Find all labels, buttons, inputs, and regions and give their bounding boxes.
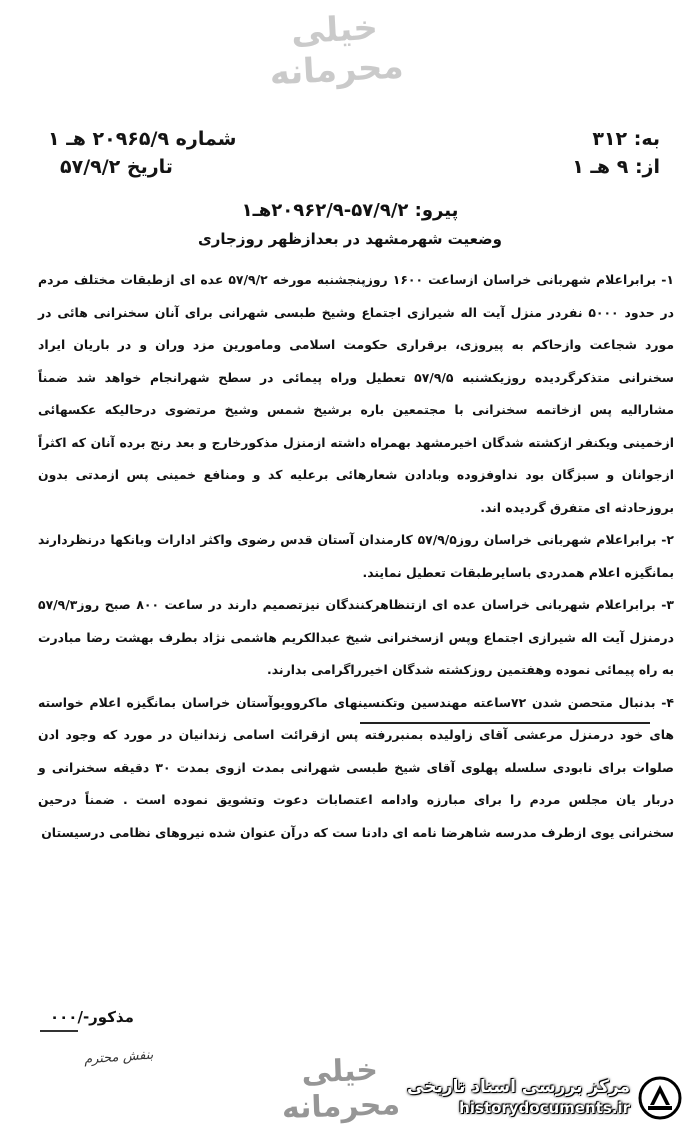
archive-watermark	[398, 1075, 688, 1121]
watermark-title: مرکز بررسی اسناد تاریخی	[407, 1077, 630, 1097]
signature-dash	[40, 1030, 78, 1032]
closing-line: مذکور-/۰۰۰	[50, 1008, 134, 1026]
document-body	[38, 264, 674, 849]
subject-line: وضعیت شهرمشهد در بعدازظهر روزجاری	[198, 230, 502, 248]
paragraph-2: ۲- برابراعلام شهربانی خراسان روز۵۷/۹/۵ کارمندان آستان قدس رضوی واکثر ادارات وبانکها درنظردارند بمانگیزه اعلام همدردی باسایرطبقات تعطیل نمایند.	[38, 532, 674, 580]
paragraph-4: ۴- بدنبال متحصن شدن ۷۲ساعته مهندسین وتکنسینهای ماکروویوآستان خراسان بمانگیزه اعلام خواسته های خود درمنزل مرعشی آقای زاولیده بمنبررفته پس ازقرائت اسامی زندانیان در مورد که وجود ادن صلوات برای نابودی سلسله پهلوی آقای شیخ طبسی شهرانی بمدت ازوی بمدت ۳۰ دقیقه سخنرانی و دربار یان مجلس مردم را برای مبارزه وادامه اعتصابات دعوت وتشویق نموده است . ضمناً درحین سخنرانی یوی ازطرف مدرسه شاهرضا نامه ای دادنا ست که درآن عنوان شده نیروهای نظامی درسیستان	[38, 694, 674, 840]
paragraph-3: ۳- برابراعلام شهربانی خراسان عده ای ازتنظاهرکنندگان نیزتصمیم دارند در ساعت ۸۰۰ صبح روز۵۷/۹/۳ درمنزل آیت اله شیرازی اجتماع وپس ازسخنرانی شیخ عبدالکریم هاشمی نژاد بطرف بهشت رضا مبادرت به راه پیمائی نموده وهفتمین روزکشته شدگان اخیرراگرامی بدارند.	[38, 597, 674, 677]
name-underline	[360, 722, 650, 724]
document-date: تاریخ ۵۷/۹/۲	[60, 156, 173, 178]
sender: از: ۹ هـ ۱	[572, 156, 660, 178]
reference-line: پیرو: ۵۷/۹/۲-۲۰۹۶۲/۹هـ۱	[241, 200, 459, 221]
top-stamp: خیلی محرمانه	[268, 7, 405, 94]
recipient: به: ۳۱۲	[592, 128, 660, 150]
watermark-site: historydocuments.ir	[459, 1099, 630, 1117]
paragraph-1: ۱- برابراعلام شهربانی خراسان ازساعت ۱۶۰۰ روزپنجشنبه مورخه ۵۷/۹/۲ عده ای ازطبقات مختلف مردم در حدود ۵۰۰۰ نفردر منزل آیت اله شیرازی اجتماع وشیخ طبسی شهرانی برای آنان سخنرانی هائی در مورد شجاعت وازحاکم به پیروزی، برقراری حکومت اسلامی ومامورین مزد وران و در باریان ایراد سخنرانی متذکرگردیده روزیکشنبه ۵۷/۹/۵ تعطیل وراه پیمائی در سطح شهرانجام خواهد شد ضمناً مشارالیه پس ازخاتمه سخنرانی با مجتمعین باره برشیخ شمس وشیخ مرتضوی درحالیکه عکسهائی ازخمینی ویکنفر ازکشته شدگان اخیرمشهد بهمراه داشته ازمنزل مذکورخارج و بعد رنج برده آنان که اکثراً ازجوانان و سبزگان بود نداوفزوده وبادادن شعارهائی برعلیه کد و ومنافع خمینی پس ازمدتی بدون بروزحادثه ای متفرق گردیده اند.	[38, 272, 674, 515]
archive-logo-icon	[636, 1075, 684, 1121]
document-number: شماره ۲۰۹۶۵/۹ هـ ۱	[48, 128, 237, 150]
signature: بنفش محترم	[83, 1047, 154, 1068]
bottom-stamp: خیلی محرمانه	[281, 1052, 401, 1127]
